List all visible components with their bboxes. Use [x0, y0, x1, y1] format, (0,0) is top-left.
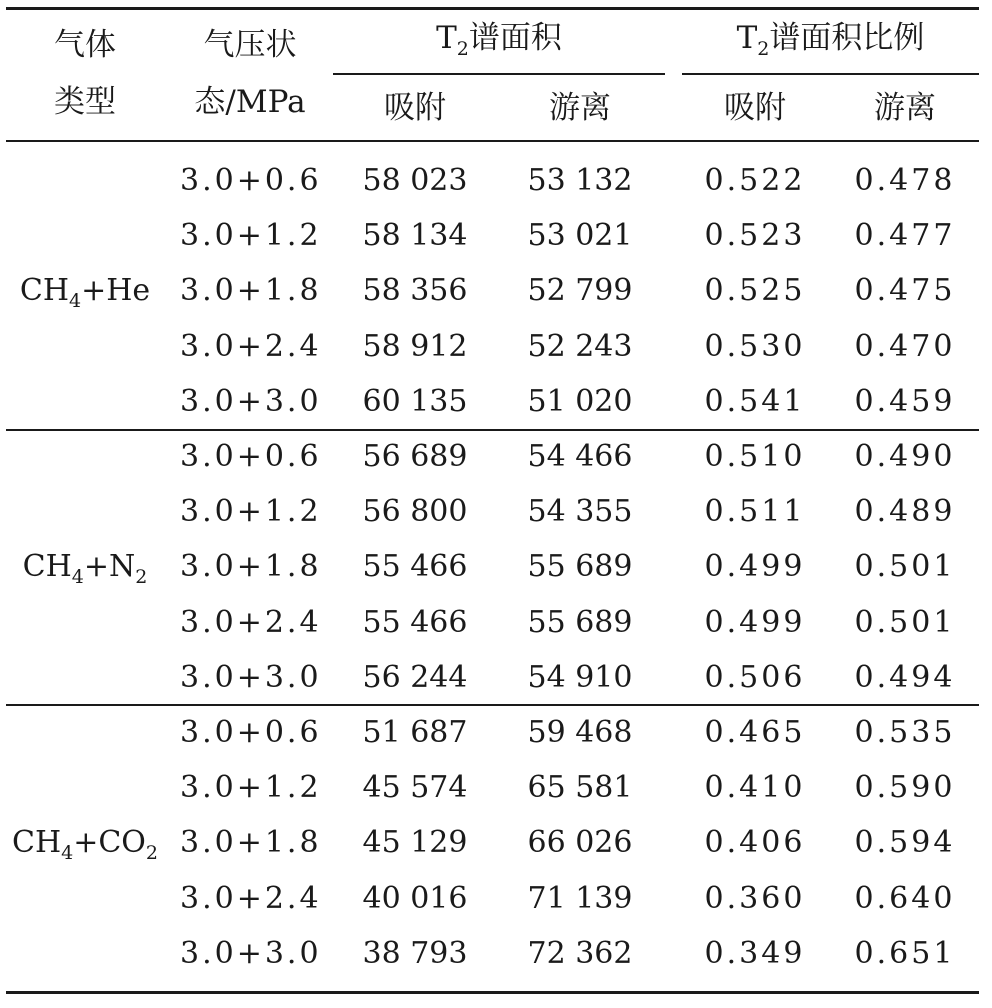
- header-bottom-rule: [6, 140, 979, 142]
- ratio-free-cell: 0.470: [854, 328, 956, 364]
- area-free-cell: 54 910: [527, 659, 633, 695]
- ratio-free-cell: 0.594: [854, 825, 956, 861]
- area-free-cell: 55 689: [527, 549, 633, 585]
- area-adsorbed-cell: 55 466: [362, 604, 468, 640]
- gas-type-label: $CH_4+CO_2$: [12, 825, 158, 865]
- area-free-cell: 59 468: [527, 715, 633, 750]
- area-free-cell: 65 581: [527, 770, 633, 806]
- pressure-cell: 3.0+2.4: [180, 604, 322, 640]
- ratio-free-cell: 0.490: [854, 439, 956, 474]
- ratio-free-cell: 0.477: [854, 218, 956, 254]
- ratio-adsorbed-cell: 0.530: [704, 328, 806, 364]
- pressure-cell: 3.0+0.6: [180, 439, 322, 474]
- ratio-adsorbed-cell: 0.525: [704, 273, 806, 309]
- ratio-adsorbed-cell: 0.410: [704, 770, 806, 806]
- area-adsorbed-cell: 45 129: [362, 825, 468, 861]
- ratio-free-cell: 0.501: [854, 604, 956, 640]
- header-ratio-free: 游离: [874, 90, 936, 126]
- table-top-rule: [6, 7, 979, 10]
- pressure-cell: 3.0+1.2: [180, 494, 322, 530]
- header-gas-type-line2: 类型: [54, 84, 116, 120]
- pressure-cell: 3.0+0.6: [180, 715, 322, 750]
- gas-type-label: $CH_4+He$: [19, 273, 151, 313]
- area-adsorbed-cell: 55 466: [362, 549, 468, 585]
- header-pressure-line1: 气压状: [203, 27, 297, 63]
- ratio-free-cell: 0.459: [854, 383, 956, 419]
- pressure-cell: 3.0+3.0: [180, 383, 322, 419]
- ratio-free-cell: 0.651: [854, 935, 956, 971]
- pressure-cell: 3.0+3.0: [180, 935, 322, 971]
- area-free-cell: 54 466: [527, 439, 633, 474]
- pressure-cell: 3.0+2.4: [180, 880, 322, 916]
- ratio-adsorbed-cell: 0.510: [704, 439, 806, 474]
- group-separator-rule: [6, 429, 979, 431]
- t2-area-group-rule: [333, 73, 665, 75]
- ratio-free-cell: 0.478: [854, 163, 956, 198]
- area-free-cell: 55 689: [527, 604, 633, 640]
- header-ratio-adsorbed: 吸附: [724, 90, 786, 126]
- area-adsorbed-cell: 38 793: [362, 935, 468, 971]
- ratio-free-cell: 0.590: [854, 770, 956, 806]
- gas-type-label: $CH_4+N_2$: [22, 549, 148, 589]
- area-free-cell: 66 026: [527, 825, 633, 861]
- pressure-cell: 3.0+1.2: [180, 218, 322, 254]
- area-free-cell: 53 132: [527, 163, 633, 198]
- pressure-cell: 3.0+1.8: [180, 825, 322, 861]
- ratio-free-cell: 0.501: [854, 549, 956, 585]
- pressure-cell: 3.0+0.6: [180, 163, 322, 198]
- ratio-free-cell: 0.535: [854, 715, 956, 750]
- pressure-cell: 3.0+1.8: [180, 273, 322, 309]
- header-area-adsorbed: 吸附: [384, 90, 446, 126]
- header-pressure-line2: 态/MPa: [194, 84, 306, 120]
- header-t2-area: $T_2$谱面积: [436, 20, 562, 60]
- ratio-adsorbed-cell: 0.406: [704, 825, 806, 861]
- area-adsorbed-cell: 58 356: [362, 273, 468, 309]
- area-adsorbed-cell: 58 912: [362, 328, 468, 364]
- ratio-adsorbed-cell: 0.499: [704, 549, 806, 585]
- ratio-free-cell: 0.494: [854, 659, 956, 695]
- area-adsorbed-cell: 60 135: [362, 383, 468, 419]
- area-free-cell: 52 243: [527, 328, 633, 364]
- area-adsorbed-cell: 51 687: [362, 715, 468, 750]
- area-adsorbed-cell: 45 574: [362, 770, 468, 806]
- ratio-free-cell: 0.475: [854, 273, 956, 309]
- header-t2-ratio: $T_2$谱面积比例: [736, 20, 925, 60]
- area-free-cell: 52 799: [527, 273, 633, 309]
- t2-ratio-group-rule: [682, 73, 979, 75]
- area-adsorbed-cell: 56 689: [362, 439, 468, 474]
- pressure-cell: 3.0+1.2: [180, 770, 322, 806]
- area-adsorbed-cell: 40 016: [362, 880, 468, 916]
- pressure-cell: 3.0+1.8: [180, 549, 322, 585]
- area-free-cell: 72 362: [527, 935, 633, 971]
- ratio-free-cell: 0.489: [854, 494, 956, 530]
- ratio-adsorbed-cell: 0.506: [704, 659, 806, 695]
- ratio-adsorbed-cell: 0.511: [704, 494, 806, 530]
- ratio-adsorbed-cell: 0.523: [704, 218, 806, 254]
- ratio-free-cell: 0.640: [854, 880, 956, 916]
- table-bottom-rule: [6, 991, 979, 994]
- pressure-cell: 3.0+3.0: [180, 659, 322, 695]
- header-gas-type-line1: 气体: [54, 27, 116, 63]
- area-adsorbed-cell: 58 023: [362, 163, 468, 198]
- area-adsorbed-cell: 56 800: [362, 494, 468, 530]
- header-area-free: 游离: [549, 90, 611, 126]
- ratio-adsorbed-cell: 0.349: [704, 935, 806, 971]
- ratio-adsorbed-cell: 0.360: [704, 880, 806, 916]
- ratio-adsorbed-cell: 0.465: [704, 715, 806, 750]
- area-adsorbed-cell: 56 244: [362, 659, 468, 695]
- area-free-cell: 51 020: [527, 383, 633, 419]
- ratio-adsorbed-cell: 0.522: [704, 163, 806, 198]
- area-adsorbed-cell: 58 134: [362, 218, 468, 254]
- ratio-adsorbed-cell: 0.541: [704, 383, 806, 419]
- pressure-cell: 3.0+2.4: [180, 328, 322, 364]
- area-free-cell: 71 139: [527, 880, 633, 916]
- group-separator-rule: [6, 704, 979, 706]
- area-free-cell: 54 355: [527, 494, 633, 530]
- ratio-adsorbed-cell: 0.499: [704, 604, 806, 640]
- area-free-cell: 53 021: [527, 218, 633, 254]
